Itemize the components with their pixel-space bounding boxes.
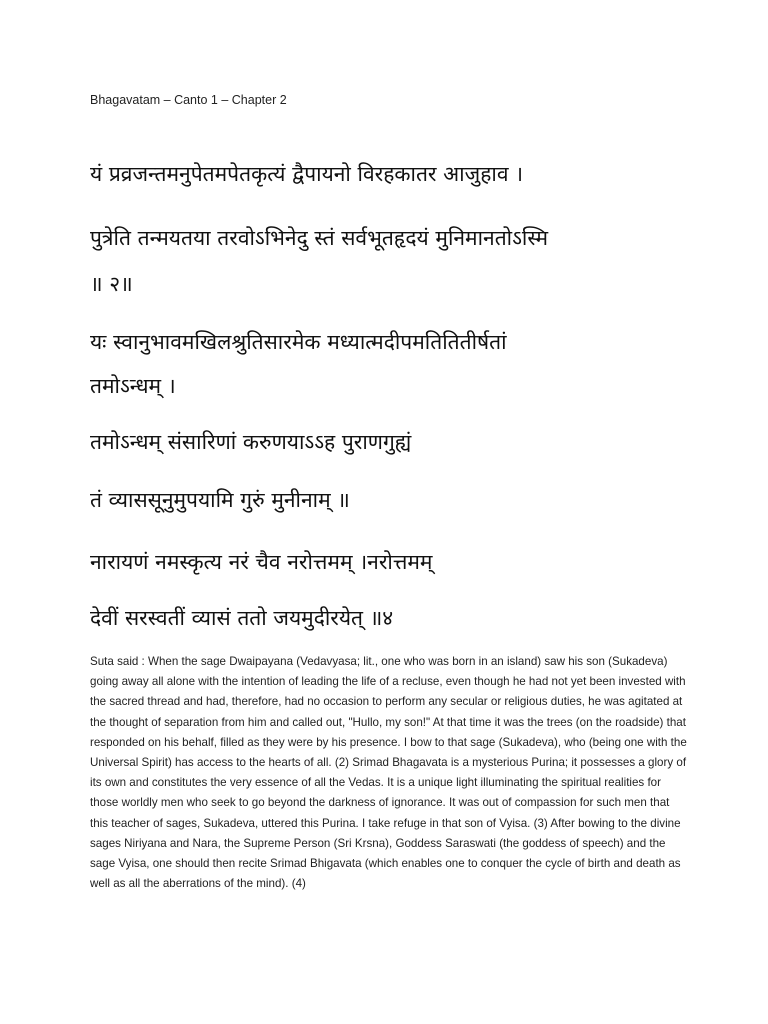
verse-line: देवीं सरस्वतीं व्यासं ततो जयमुदीरयेत् ॥४ (90, 606, 394, 630)
verse-line: तमोऽन्धम् संसारिणां करुणयाऽऽह पुराणगुह्यं (90, 430, 412, 454)
verse-line: पुत्रेति तन्मयतया तरवोऽभिनेदु स्तं सर्वभूतहृदयं मुनिमानतोऽस्मि (90, 226, 549, 250)
verse-line: तमोऽन्धम् । (90, 374, 176, 398)
verse-line: यः स्वानुभावमखिलश्रुतिसारमेक मध्यात्मदीपमतितितीर्षतां (90, 330, 507, 354)
document-header: Bhagavatam – Canto 1 – Chapter 2 (90, 93, 287, 107)
english-translation: Suta said : When the sage Dwaipayana (Vedavyasa; lit., one who was born in an island) saw his son (Sukadeva) going away all alone with the intention of leading the life of a recluse, even though he had not yet been invested with the sacred thread and had, therefore, had no occasion to perform any secular or religious duties, he was agitated at the thought of separation from him and called out, "Hullo, my son!" At that time it was the trees (on the roadside) that responded on his behalf, filled as they were by his presence. I bow to that sage (Sukadeva), who (being one with the Universal Spirit) has access to the hearts of all. (2) Srimad Bhagavata is a mysterious Purina; it possesses a glory of its own and constitutes the very essence of all the Vedas. It is a unique light illuminating the spiritual realities for those worldly men who seek to go beyond the darkness of ignorance. It was out of compassion for such men that this teacher of sages, Sukadeva, uttered this Purina. I take refuge in that son of Vyisa. (3) After bowing to the divine sages Niriyana and Nara, the Supreme Person (Sri Krsna), Goddess Saraswati (the goddess of speech) and the sage Vyisa, one should then recite Srimad Bhigavata (which enables one to conquer the cycle of birth and death as well as all the aberrations of the mind). (4) (90, 655, 687, 891)
verse-line: यं प्रव्रजन्तमनुपेतमपेतकृत्यं द्वैपायनो विरहकातर आजुहाव । (90, 162, 524, 186)
verse-line: तं व्याससूनुमुपयामि गुरुं मुनीनाम् ॥ (90, 488, 350, 512)
verse-line: ॥ २॥ (90, 272, 133, 296)
verse-line: नारायणं नमस्कृत्य नरं चैव नरोत्तमम् ।नरोत्तमम् (90, 550, 433, 574)
